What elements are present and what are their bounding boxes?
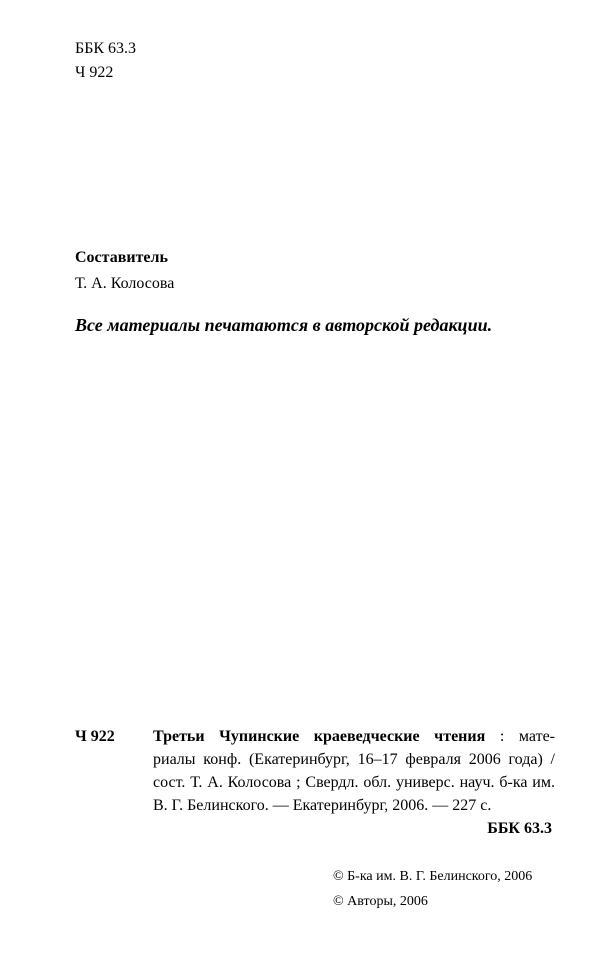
copyright-block	[333, 864, 532, 914]
bbk-code: ББК 63.3	[75, 40, 137, 57]
bib-line-2: риалы конф. (Екатеринбург, 16–17 февраля 2006 года) /	[153, 751, 555, 768]
bib-line-4: В. Г. Белинского. –– Екатеринбург, 2006. — 227 с.	[153, 797, 492, 814]
bib-title: Третьи Чупинские краеведческие чтения	[153, 728, 486, 745]
compiler-name: Т. А. Колосова	[75, 275, 175, 292]
bib-title-separator: : мате-	[485, 728, 555, 745]
copyright-authors: © Авторы, 2006	[333, 894, 428, 909]
bib-author-mark: Ч 922	[75, 728, 115, 745]
bib-line-1	[153, 725, 555, 748]
bib-bbk-code: ББК 63.3	[487, 820, 552, 837]
compiler-block	[75, 245, 174, 297]
editorial-notice: Все материалы печатаются в авторской редакции.	[75, 315, 493, 335]
bib-line-3: сост. Т. А. Колосова ; Свердл. обл. универс. науч. б-ка им.	[153, 774, 555, 791]
copyright-library: © Б-ка им. В. Г. Белинского, 2006	[333, 869, 533, 884]
bib-description	[153, 725, 555, 817]
compiler-label: Составитель	[75, 249, 168, 266]
author-mark: Ч 922	[75, 64, 114, 81]
classification-codes	[75, 37, 136, 85]
